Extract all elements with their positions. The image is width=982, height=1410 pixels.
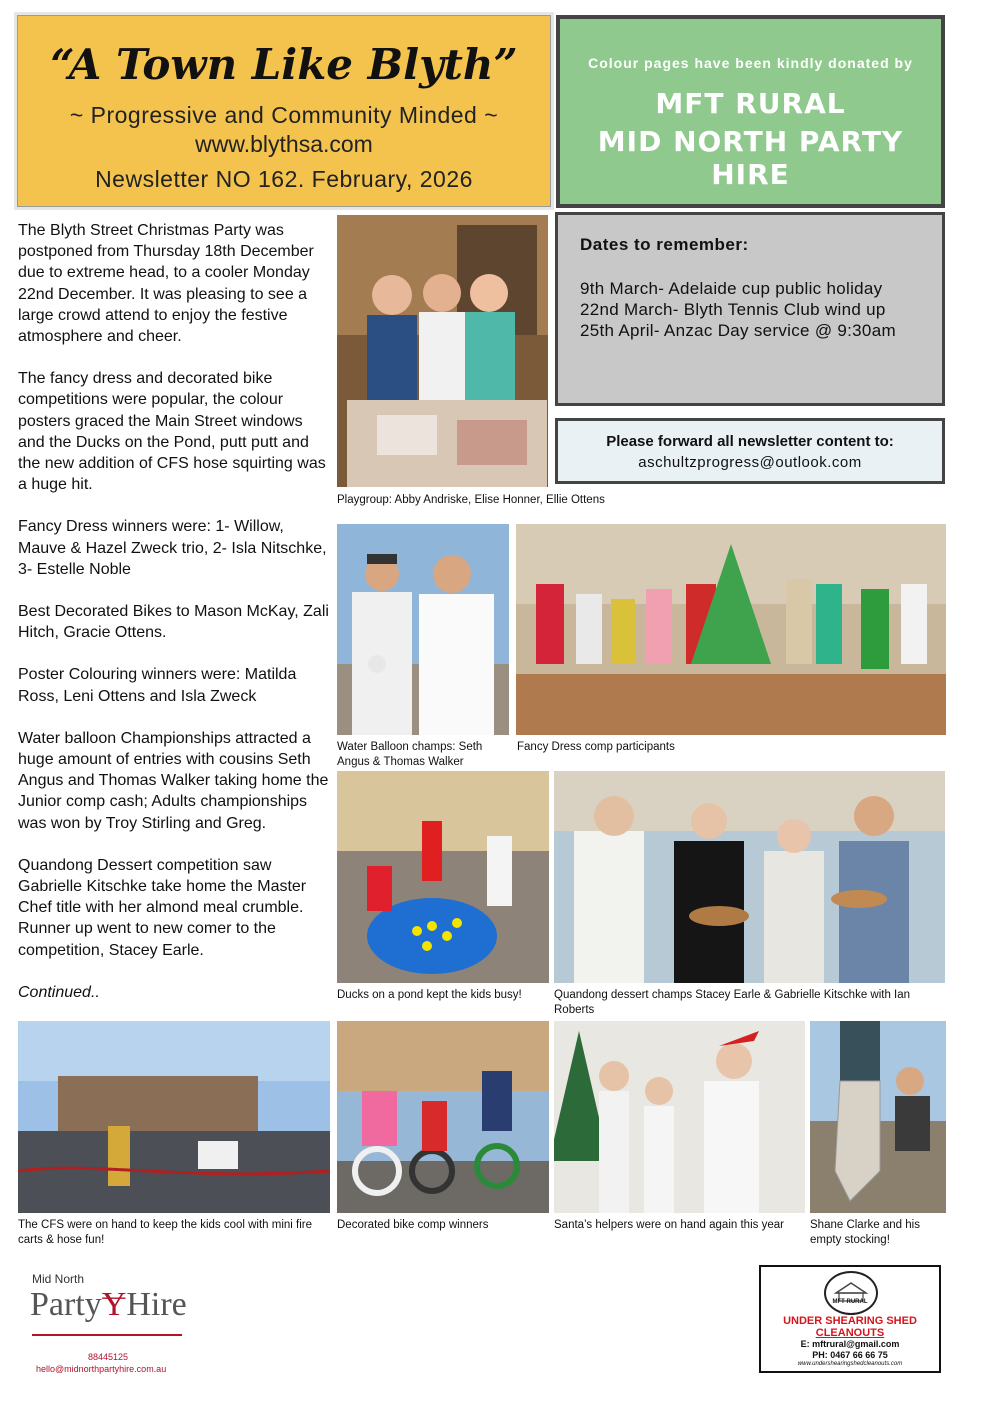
date-item: 25th April- Anzac Day service @ 9:30am <box>580 321 896 340</box>
forward-label: Please forward all newsletter content to: <box>606 433 894 450</box>
mid-north-party-hire-logo <box>30 1272 190 1382</box>
contact-email[interactable]: aschultzprogress@outlook.com <box>638 454 862 471</box>
empty-stocking-photo <box>810 1021 946 1213</box>
logo-party-line1: Mid North <box>32 1272 85 1286</box>
article-paragraph: Poster Colouring winners were: Matilda Ross, Leni Ottens and Isla Zweck <box>18 666 297 705</box>
tagline: ~ Progressive and Community Minded ~ <box>69 102 499 128</box>
caption-water-balloon: Water Balloon champs: Seth Angus & Thomas Walker <box>337 741 483 768</box>
logo-party-word: Party <box>30 1286 102 1323</box>
mft-subtitle: CLEANOUTS <box>815 1327 885 1339</box>
fancy-dress-photo <box>516 524 946 735</box>
content-submission-box <box>555 418 945 484</box>
title-banner <box>17 15 551 207</box>
caption-playgroup: Playgroup: Abby Andriske, Elise Honner, Ellie Ottens <box>337 494 605 506</box>
issue-number: Newsletter NO 162. February, 2026 <box>95 166 473 192</box>
logo-party-phone: 88445125 <box>88 1352 129 1362</box>
decorated-bikes-photo <box>337 1021 549 1213</box>
dates-to-remember-box <box>555 212 945 406</box>
santas-helpers-photo <box>554 1021 805 1213</box>
donor-party-hire: MID NORTH PARTY HIRE <box>597 125 904 191</box>
article-paragraph: The fancy dress and decorated bike competitions were popular, the colour posters graced the Main Street windows and the Ducks on the Pond, putt putt and the new addition of CFS hose squirting was a huge hit. <box>18 370 326 494</box>
article-paragraph: Water balloon Championships attracted a huge amount of entries with cousins Seth Angus and Thomas Walker taking home the Junior comp cash; Adults championships was won by Troy Stirling and Greg. <box>18 729 329 832</box>
caption-santa: Santa’s helpers were on hand again this year <box>554 1219 784 1231</box>
quandong-dessert-photo <box>554 771 945 983</box>
date-item: 9th March- Adelaide cup public holiday <box>580 279 883 298</box>
water-balloon-photo <box>337 524 509 735</box>
mft-badge-text: MFT RURAL <box>832 1299 868 1305</box>
newsletter-title: “A Town Like Blyth” <box>50 40 518 89</box>
article-paragraph: The Blyth Street Christmas Party was postponed from Thursday 18th December due to extreme head, to a cooler Monday 22nd December. It was pleasing to see a large crowd attend to enjoy the festive atmosphere and cheer. <box>18 222 314 346</box>
wine-glass-icon: Ɏ <box>101 1286 127 1323</box>
caption-shane: Shane Clarke and his empty stocking! <box>810 1219 920 1246</box>
website-link[interactable]: www.blythsa.com <box>195 131 373 157</box>
christmas-party-article <box>18 220 330 1024</box>
caption-bikes: Decorated bike comp winners <box>337 1219 489 1231</box>
dates-heading: Dates to remember: <box>580 235 749 254</box>
logo-hire-word: Hire <box>126 1286 187 1323</box>
article-paragraph: Fancy Dress winners were: 1- Willow, Mauve & Hazel Zweck trio, 2- Isla Nitschke, 3- Estelle Noble <box>18 518 327 578</box>
article-paragraph: Quandong Dessert competition saw Gabrielle Kitschke take home the Master Chef title with her almond meal crumble. Runner up went to new comer to the competition, Stacey Earle. <box>18 856 307 959</box>
ducks-pond-photo <box>337 771 549 983</box>
logo-divider <box>32 1334 182 1336</box>
donor-intro: Colour pages have been kindly donated by <box>588 55 913 71</box>
caption-fancy-dress: Fancy Dress comp participants <box>517 741 675 753</box>
logo-party-email: hello@midnorthpartyhire.com.au <box>36 1364 167 1374</box>
caption-quandong: Quandong dessert champs Stacey Earle & Gabrielle Kitschke with Ian Roberts <box>554 989 911 1016</box>
mft-badge-icon <box>824 1271 878 1315</box>
mft-rural-shed-cleanouts-logo <box>759 1265 941 1373</box>
caption-ducks: Ducks on a pond kept the kids busy! <box>337 989 522 1001</box>
continued-note: Continued.. <box>18 983 100 1001</box>
date-item: 22nd March- Blyth Tennis Club wind up <box>580 300 886 319</box>
article-paragraph: Best Decorated Bikes to Mason McKay, Zali Hitch, Gracie Ottens. <box>18 603 329 642</box>
mft-phone: PH: 0467 66 66 75 <box>812 1350 888 1360</box>
mft-web: www.undershearingshedcleanouts.com <box>797 1361 903 1367</box>
donor-banner <box>556 15 945 208</box>
playgroup-photo <box>337 215 548 487</box>
caption-cfs: The CFS were on hand to keep the kids cool with mini fire carts & hose fun! <box>18 1219 313 1246</box>
mft-title: UNDER SHEARING SHED <box>783 1315 917 1327</box>
cfs-hose-photo <box>18 1021 330 1213</box>
mft-email: E: mftrural@gmail.com <box>800 1339 900 1349</box>
donor-mft-rural: MFT RURAL <box>655 87 846 120</box>
